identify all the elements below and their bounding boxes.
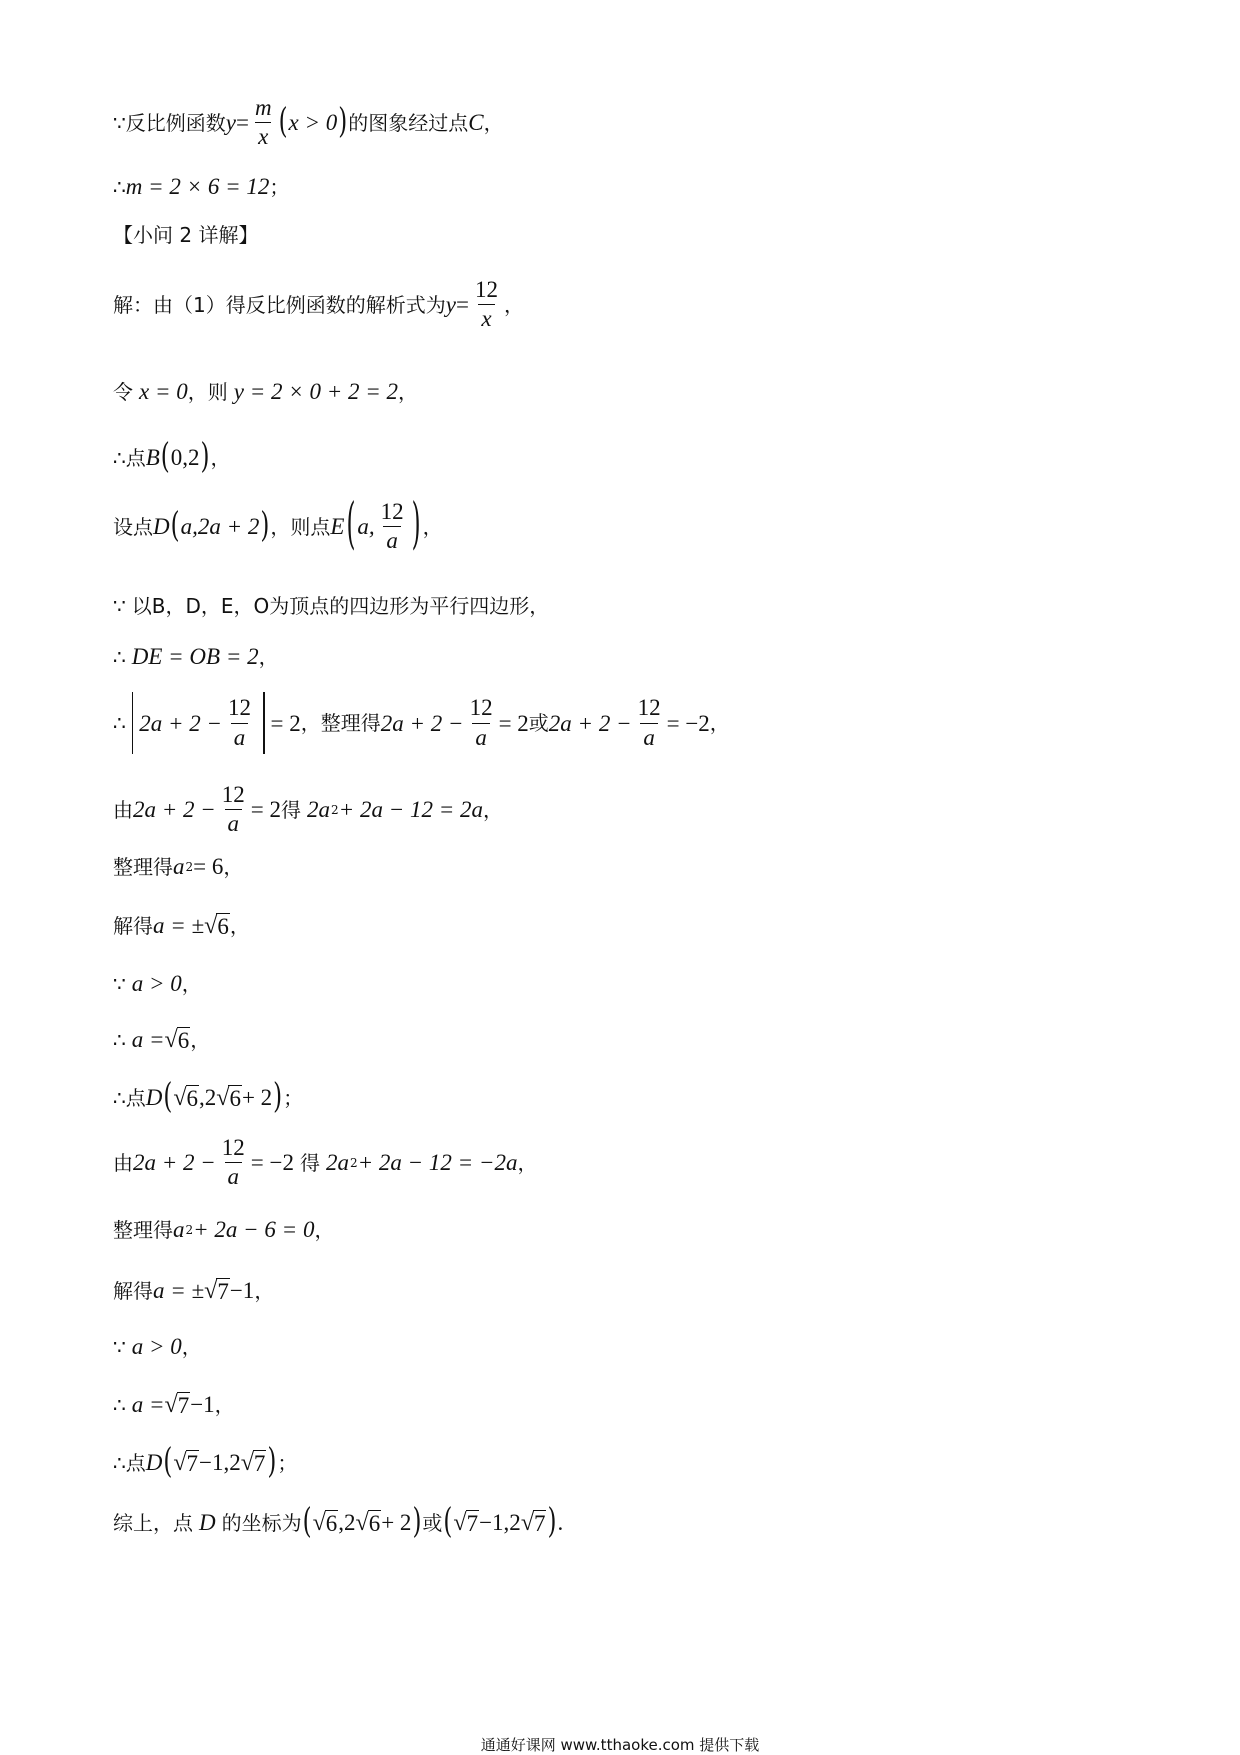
fraction-12-over-a: $\frac{12}{a}$ — [228, 695, 252, 750]
sqrt-7: √ 7 — [240, 1450, 266, 1476]
line-19: 解得 a = ± √ 7 −1 ， — [113, 1278, 275, 1304]
line-13: 解得 a = ± √ 6 ， — [113, 913, 250, 939]
line-10: ∴ 2a + 2 − $\frac{12}{a}$ = 2 ，整理得 2a + 2 − $\frac{12}{a}$ = 2 或 2a + 2 − $\frac{12}{a}$ = −2 ， — [113, 692, 730, 754]
line-5: 令 x = 0 ，则 y = 2 × 0 + 2 = 2 ， — [113, 379, 419, 404]
line-14: ∵ a > 0 ， — [113, 971, 202, 996]
sqrt-7: √ 7 — [173, 1450, 199, 1476]
line-23: 综上，点 D 的坐标为 ( √ 6 ,2 √ 6 + 2 ) 或 ( √ 7 −1,2 √ 7 ) . — [113, 1502, 564, 1542]
sqrt-6: √ 6 — [204, 913, 229, 939]
line-1: ∵ 反比例函数 y = $\frac{m}{x}$ ( x > 0 ) 的图象经过点 C ， — [113, 95, 504, 150]
footer-watermark: 通通好课网 www.tthaoke.com 提供下载 — [480, 1736, 760, 1754]
line-20: ∵ a > 0 ， — [113, 1334, 202, 1359]
line-15: ∴ a = √ 6 ， — [113, 1027, 211, 1053]
line-8: ∵ 以B，D，E，O为顶点的四边形为平行四边形， — [113, 594, 550, 618]
fraction-12-over-a: $\frac{12}{a}$ — [380, 499, 404, 554]
sqrt-7: √ 7 — [520, 1510, 546, 1536]
line-22: ∴ 点 D ( √ 7 −1,2 √ 7 ) ； — [113, 1442, 298, 1482]
sqrt-6: √ 6 — [312, 1510, 338, 1536]
fraction-m-over-x: $\frac{m}{x}$ — [254, 95, 272, 150]
fraction-12-over-a: $\frac{12}{a}$ — [221, 1135, 245, 1190]
sqrt-6: √ 6 — [355, 1510, 381, 1536]
sqrt-7: √ 7 — [453, 1510, 479, 1536]
line-12: 整理得 a 2 = 6 ， — [113, 854, 244, 879]
line-11: 由 2a + 2 − $\frac{12}{a}$ = 2 得 2a 2 + 2a − 12 = 2a ， — [113, 782, 503, 837]
line-18: 整理得 a 2 + 2a − 6 = 0 ， — [113, 1217, 335, 1242]
section-heading: 【小问 2 详解】 — [113, 223, 259, 247]
fraction-12-over-a: $\frac{12}{a}$ — [637, 695, 661, 750]
fraction-12-over-a: $\frac{12}{a}$ — [469, 695, 493, 750]
fraction-12-over-x: $\frac{12}{x}$ — [474, 277, 498, 332]
fraction-12-over-a: $\frac{12}{a}$ — [221, 782, 245, 837]
sqrt-6: √ 6 — [173, 1085, 199, 1111]
line-17: 由 2a + 2 − $\frac{12}{a}$ = −2 得 2a 2 + 2a − 12 = −2a ， — [113, 1135, 538, 1190]
sqrt-6: √ 6 — [164, 1027, 190, 1053]
sqrt-7: √ 7 — [164, 1392, 190, 1418]
line-2: ∴ m = 2 × 6 = 12 ； — [113, 174, 290, 199]
sqrt-6: √ 6 — [216, 1085, 241, 1111]
line-6: ∴ 点 B ( 0,2 ) ， — [113, 437, 231, 477]
line-9: ∴ DE = OB = 2 ， — [113, 644, 279, 669]
line-7: 设点 D ( a,2a + 2 ) ，则点 E ( a, $\frac{12}{a}$ ) ， — [113, 494, 443, 557]
line-4: 解：由（1）得反比例函数的解析式为 y = $\frac{12}{x}$ ， — [113, 277, 524, 332]
line-21: ∴ a = √ 7 −1 ， — [113, 1392, 235, 1418]
line-16: ∴ 点 D ( √ 6 ,2 √ 6 + 2 ) ； — [113, 1077, 304, 1117]
sqrt-7: √ 7 — [204, 1278, 229, 1304]
